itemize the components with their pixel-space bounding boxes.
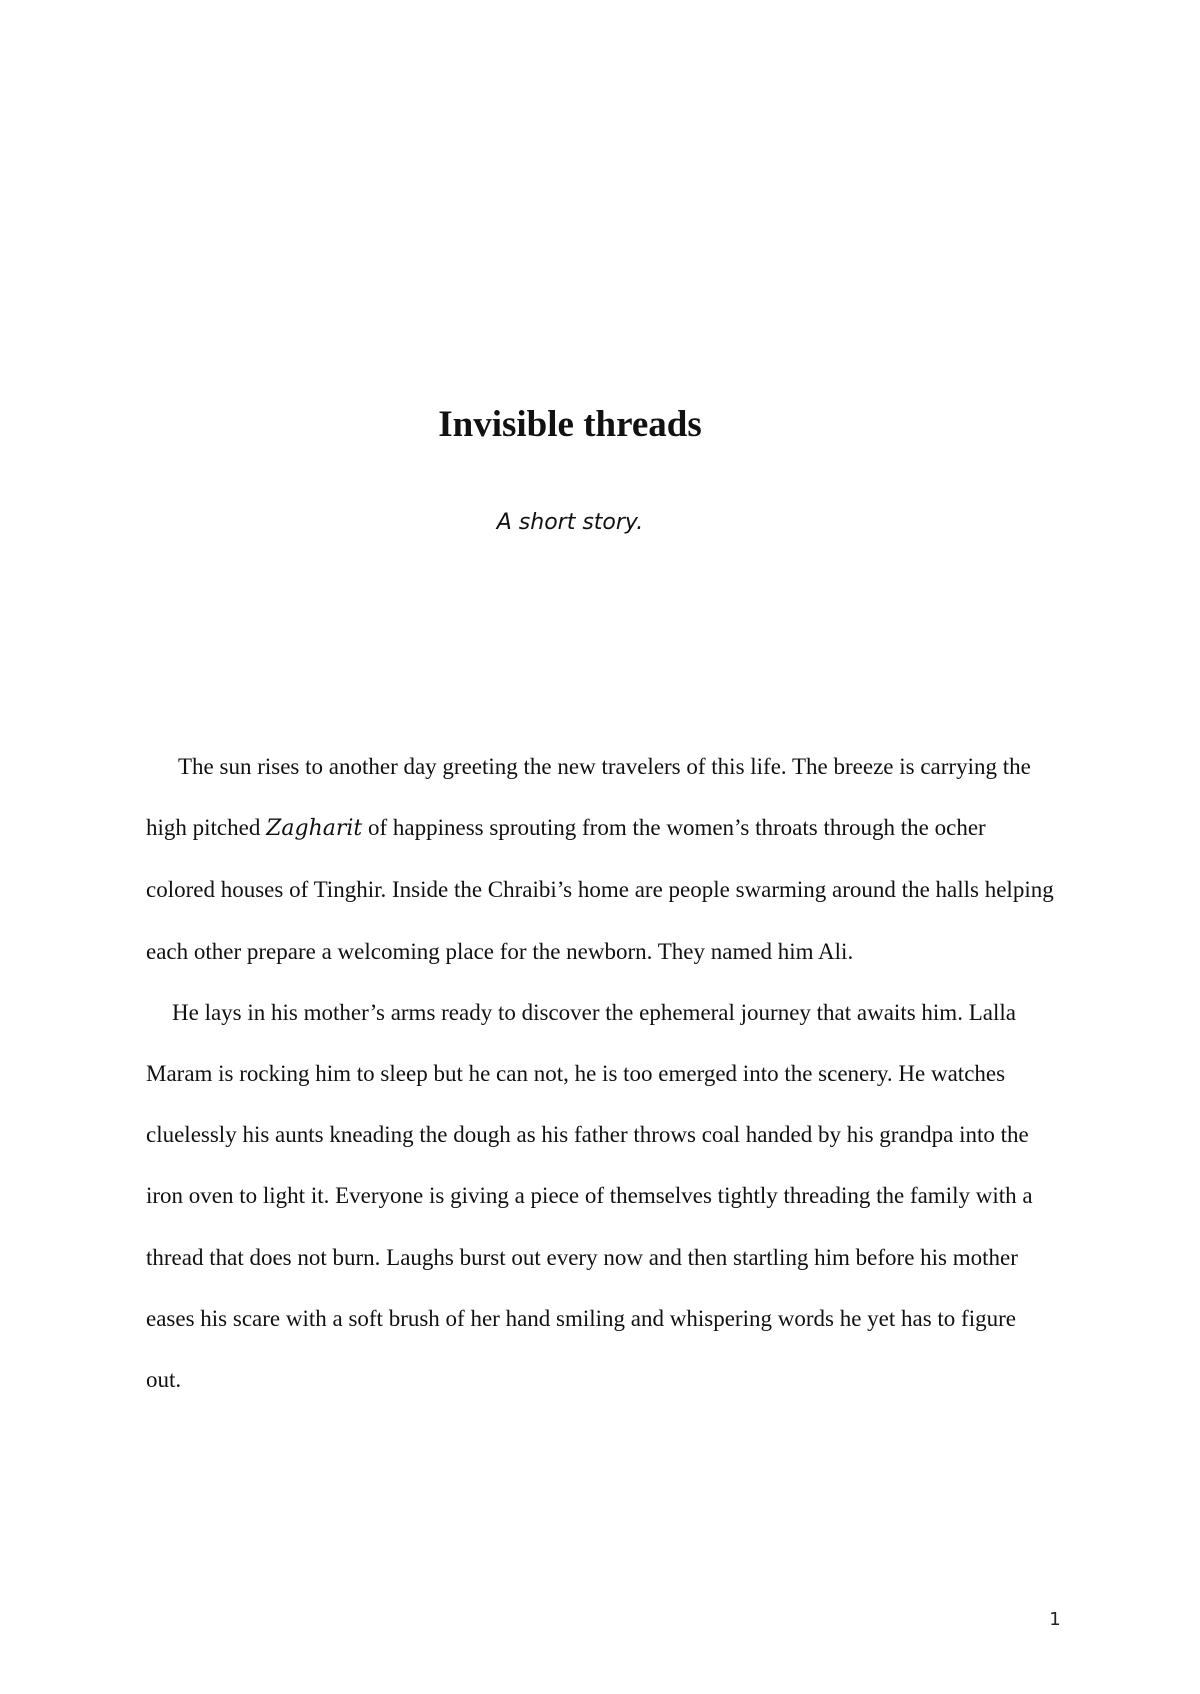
paragraph-1-text-start: The sun rises to another day greeting the new travelers of this life. The breeze is carrying the high pitched bbox=[146, 754, 1031, 841]
page-number: 1 bbox=[1049, 1609, 1061, 1630]
story-subtitle: A short story. bbox=[496, 510, 644, 535]
zagharit-emphasis: Zagharit bbox=[266, 816, 363, 842]
paragraph-1 bbox=[146, 736, 1056, 982]
story-title: Invisible threads bbox=[438, 404, 702, 445]
story-body bbox=[146, 736, 1056, 1410]
paragraph-2: He lays in his mother’s arms ready to discover the ephemeral journey that awaits him. Lalla Maram is rocking him to sleep but he can not, he is too emerged into the scenery. He watches cluelessly his aunts kneading the dough as his father throws coal handed by his grandpa into the iron oven to light it. Everyone is giving a piece of themselves tightly threading the family with a thread that does not burn. Laughs burst out every now and then startling him before his mother eases his scare with a soft brush of her hand smiling and whispering words he yet has to figure out. bbox=[146, 999, 1033, 1393]
paragraph-1-text-end: of happiness sprouting from the women’s throats through the ocher colored houses of Tinghir. Inside the Chraibi’s home are people swarming around the halls helping each other prepare a welcoming place for the newborn. They named him Ali. bbox=[146, 815, 1054, 964]
